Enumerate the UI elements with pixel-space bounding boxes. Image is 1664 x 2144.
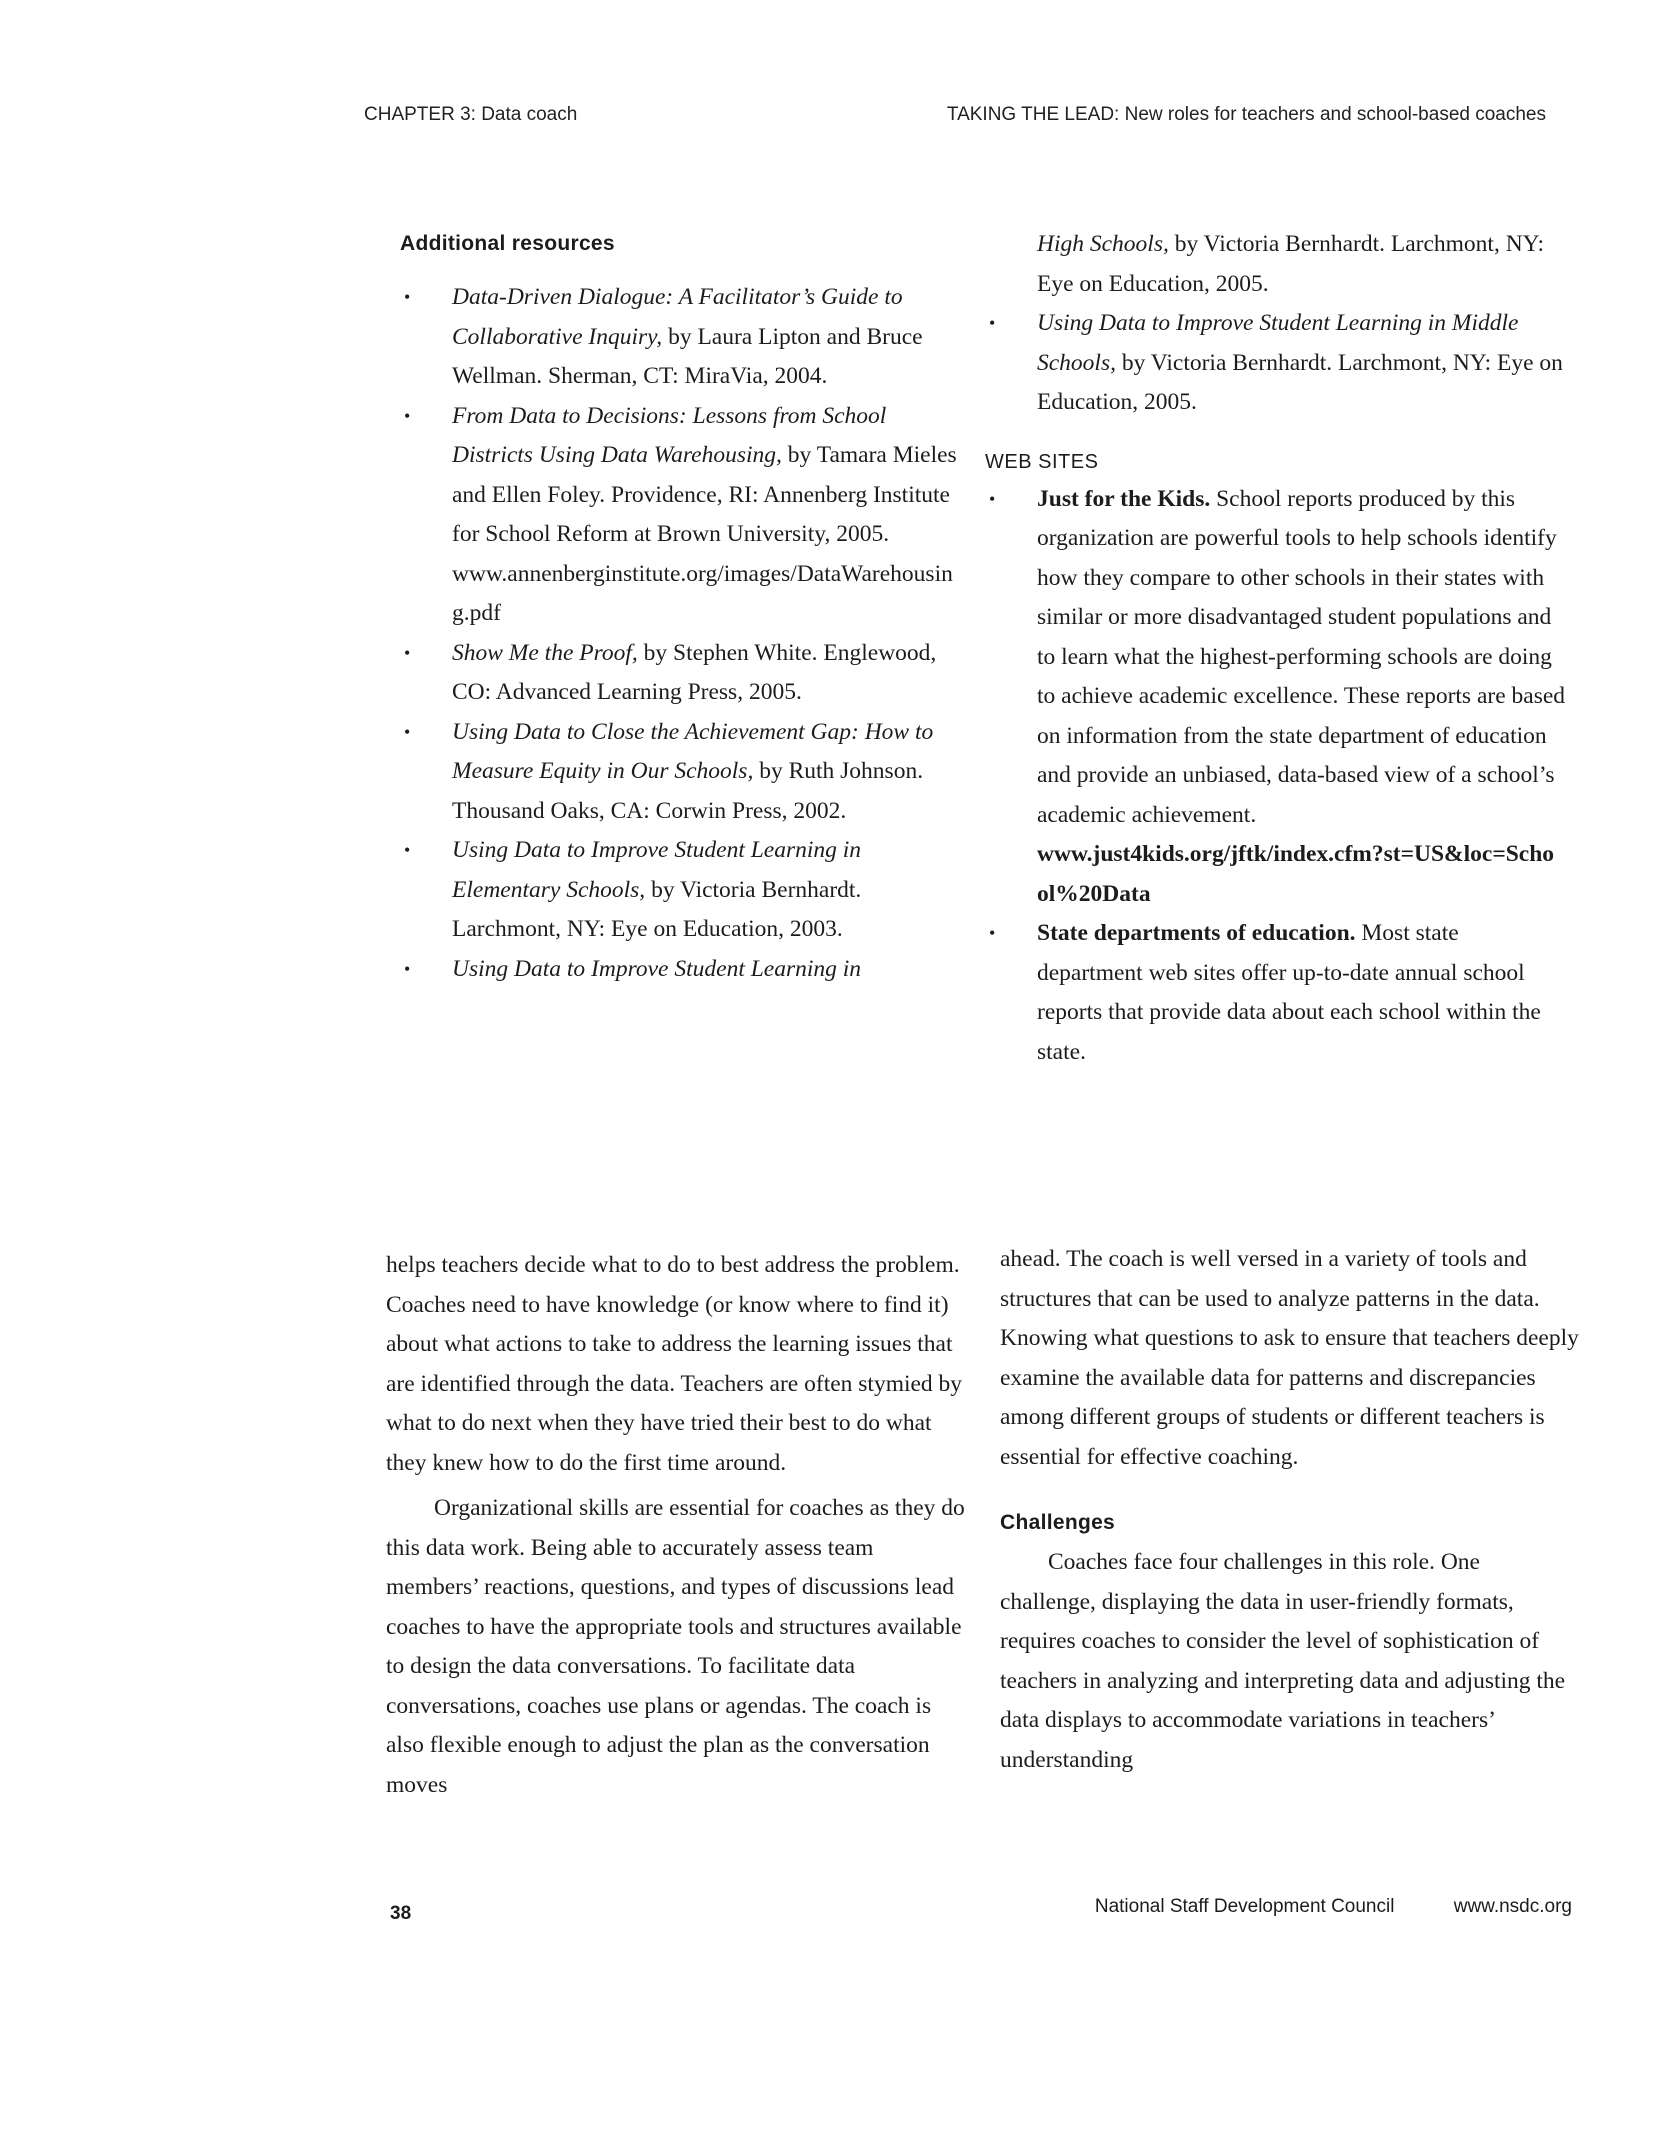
- page-number: 38: [390, 1903, 412, 1924]
- body-paragraph: Coaches face four challenges in this role. One challenge, displaying the data in user-friendly formats, requires coaches to consider the level of sophistication of teachers in analyzing and interpreting data and adjusting the data displays to accommodate variations in teachers’ understanding: [1000, 1549, 1566, 1773]
- bullet-icon: •: [404, 721, 411, 742]
- web-site-url[interactable]: www.just4kids.org/jftk/index.cfm?st=US&loc=School%20Data: [1037, 841, 1555, 907]
- resource-details: by Victoria Bernhardt. Larchmont, NY: Eye on Education, 2005.: [1037, 231, 1545, 297]
- bullet-icon: •: [989, 923, 996, 943]
- running-header-book-title: TAKING THE LEAD: New roles for teachers and school-based coaches: [946, 104, 1546, 125]
- resource-title: Data-Driven Dialogue: A Facilitator’s Guide to Collaborative Inquiry,: [452, 284, 903, 350]
- list-item: [400, 831, 960, 950]
- web-sites-list: [985, 480, 1565, 1073]
- bullet-icon: •: [404, 958, 411, 979]
- running-header-chapter: CHAPTER 3: Data coach: [364, 104, 578, 125]
- list-item: [985, 914, 1565, 1072]
- bullet-icon: •: [989, 313, 996, 333]
- body-paragraph: helps teachers decide what to do to best address the problem. Coaches need to have knowledge (or know where to find it) about what actions to take to address the learning issues that are identified through the data. Teachers are often stymied by what to do next when they have tried their best to do what they knew how to do the first time around.: [386, 1252, 963, 1476]
- resource-details: by Stephen White. Englewood, CO: Advanced Learning Press, 2005.: [452, 639, 937, 705]
- list-item: [400, 713, 960, 832]
- bullet-icon: •: [404, 642, 411, 663]
- resource-title: Using Data to Improve Student Learning in Middle Schools,: [1037, 310, 1519, 376]
- resource-details: by Laura Lipton and Bruce Wellman. Sherman, CT: MiraVia, 2004.: [452, 323, 923, 389]
- resource-details: by Ruth Johnson. Thousand Oaks, CA: Corwin Press, 2002.: [452, 758, 924, 824]
- list-item: [985, 304, 1565, 423]
- resource-title: Using Data to Close the Achievement Gap: How to Measure Equity in Our Schools,: [452, 718, 934, 784]
- resources-column-right: [985, 225, 1565, 1072]
- bullet-icon: •: [989, 488, 996, 509]
- resources-list: [400, 278, 960, 989]
- web-site-name: State departments of education.: [1037, 920, 1356, 946]
- web-site-name: Just for the Kids.: [1037, 485, 1211, 512]
- resource-title: Using Data to Improve Student Learning in: [452, 955, 862, 982]
- list-item: [400, 634, 960, 713]
- web-sites-heading: WEB SITES: [985, 450, 1099, 473]
- footer-website[interactable]: www.nsdc.org: [1453, 1896, 1572, 1917]
- bullet-icon: •: [404, 287, 411, 307]
- list-item: [400, 278, 960, 397]
- challenges-heading: Challenges: [1000, 1511, 1116, 1534]
- bullet-icon: •: [404, 405, 411, 426]
- web-site-description: School reports produced by this organization are powerful tools to help schools identify how they compare to other schools in their states with similar or more disadvantaged student populations and to learn what the highest-performing schools are doing to achieve academic excellence. These reports are based on information from the state department of education and provide an unbiased, data-based view of a school’s academic achievement.: [1037, 485, 1566, 828]
- list-item: [985, 480, 1565, 915]
- resource-details: by Victoria Bernhardt. Larchmont, NY: Eye on Education, 2005.: [1037, 349, 1563, 415]
- resource-details: by Tamara Mieles and Ellen Foley. Providence, RI: Annenberg Institute for School Reform at Brown University, 2005.: [452, 442, 957, 547]
- resource-title: From Data to Decisions: Lessons from School Districts Using Data Warehousing,: [452, 402, 887, 468]
- resources-list-continued: [985, 304, 1565, 423]
- list-item: [400, 950, 960, 990]
- footer-organization: National Staff Development Council: [1094, 1896, 1395, 1917]
- body-paragraph: Organizational skills are essential for coaches as they do this data work. Being able to accurately assess team members’ reactions, questions, and types of discussions lead coaches to have the appropriate tools and structures available to design the data conversations. To facilitate data conversations, coaches use plans or agendas. The coach is also flexible enough to adjust the plan as the conversation moves: [386, 1495, 965, 1798]
- body-column-left: [386, 1246, 966, 1805]
- body-paragraph: ahead. The coach is well versed in a variety of tools and structures that can be used to analyze patterns in the data. Knowing what questions to ask to ensure that teachers deeply examine the available data for patterns and discrepancies among different groups of students or different teachers is essential for effective coaching.: [1000, 1246, 1579, 1470]
- resource-title: Using Data to Improve Student Learning in Elementary Schools,: [452, 837, 862, 903]
- resource-title: High Schools,: [1037, 231, 1169, 257]
- footer: [1095, 1896, 1572, 1918]
- web-site-description: Most state department web sites offer up-to-date annual school reports that provide data about each school within the state.: [1037, 920, 1541, 1065]
- bullet-icon: •: [404, 840, 411, 860]
- resource-url[interactable]: www.annenberginstitute.org/images/DataWarehousing.pdf: [452, 560, 953, 626]
- list-item: [400, 397, 960, 634]
- resources-column-left: [400, 232, 960, 989]
- additional-resources-heading: Additional resources: [400, 232, 615, 255]
- body-column-right: [1000, 1240, 1580, 1780]
- resource-title: Show Me the Proof,: [452, 639, 638, 666]
- resource-continuation: [985, 225, 1565, 304]
- resource-details: by Victoria Bernhardt. Larchmont, NY: Eye on Education, 2003.: [452, 876, 862, 942]
